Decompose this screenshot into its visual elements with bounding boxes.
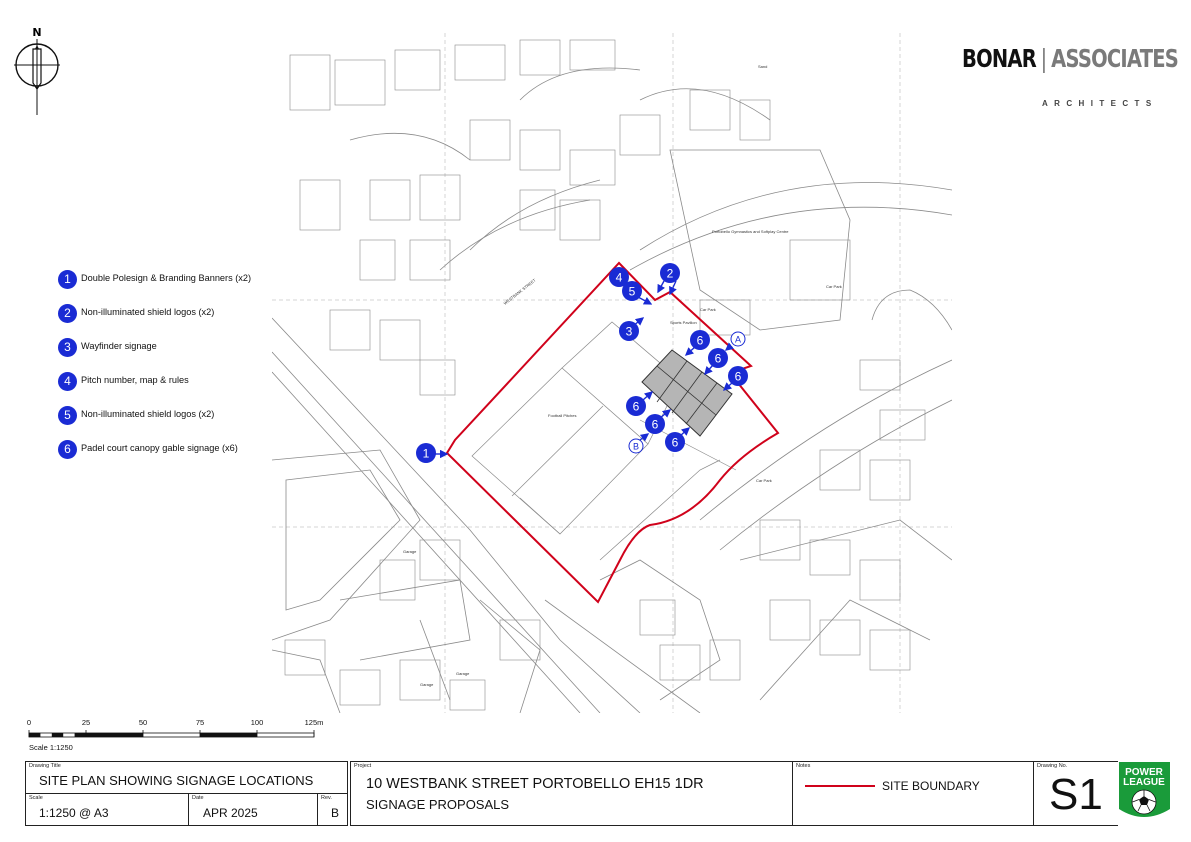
- sign-marker: [416, 443, 436, 463]
- sign-marker: [660, 263, 680, 283]
- notes-cell: [792, 761, 1034, 826]
- svg-text:6: 6: [714, 351, 722, 366]
- svg-text:2: 2: [666, 266, 674, 281]
- date-cell: [188, 793, 318, 826]
- legend-number: 3: [58, 338, 77, 357]
- brand-primary: BONAR: [962, 44, 1036, 73]
- label-car-park: Car Park: [756, 478, 772, 483]
- svg-text:6: 6: [671, 435, 679, 450]
- sign-marker: [665, 432, 685, 452]
- north-label: N: [32, 26, 42, 39]
- date-label: Date: [192, 795, 204, 801]
- sign-marker: [619, 321, 639, 341]
- svg-text:6: 6: [734, 369, 742, 384]
- site-boundary-line-icon: [805, 784, 875, 788]
- scale-bar-graphic: [26, 730, 326, 742]
- label-car-park: Car Park: [826, 284, 842, 289]
- revision-value: B: [331, 806, 340, 820]
- legend-label: Wayfinder signage: [81, 341, 157, 351]
- legend-item: [55, 270, 285, 304]
- svg-text:3: 3: [625, 324, 633, 339]
- revision-label: Rev.: [321, 795, 332, 801]
- north-arrow-icon: [12, 25, 62, 117]
- view-marker: [731, 332, 745, 346]
- svg-text:4: 4: [615, 270, 623, 285]
- sign-marker: [708, 348, 728, 368]
- svg-text:A: A: [734, 334, 742, 345]
- svg-text:1: 1: [422, 446, 430, 461]
- project-label: Project: [354, 763, 372, 769]
- project-cell: [350, 761, 793, 826]
- brand-secondary: ASSOCIATES: [1051, 44, 1179, 73]
- svg-text:5: 5: [628, 284, 636, 299]
- date-value: APR 2025: [203, 806, 258, 820]
- scale-text: Scale 1:1250: [29, 743, 73, 752]
- site-plan-map: [272, 33, 952, 713]
- sign-marker: [622, 281, 642, 301]
- drawing-number: S1: [1049, 770, 1103, 819]
- label-gym-centre: Portobello Gymnastics and Softplay Centre: [712, 229, 789, 234]
- legend-number: 1: [58, 270, 77, 289]
- legend-number: 2: [58, 304, 77, 323]
- label-sports-pavilion: Sports Pavilion: [670, 320, 697, 325]
- power-league-logo: [1118, 761, 1171, 826]
- drawing-title-cell: [25, 761, 348, 794]
- legend-label: Pitch number, map & rules: [81, 375, 189, 385]
- scale-value: 1:1250 @ A3: [39, 806, 109, 820]
- scale-tick-label: 25: [81, 718, 91, 727]
- notes-legend-text: SITE BOUNDARY: [882, 779, 980, 793]
- legend-label: Padel court canopy gable signage (x6): [81, 443, 238, 453]
- legend-label: Non-illuminated shield logos (x2): [81, 307, 215, 317]
- svg-text:6: 6: [696, 333, 704, 348]
- sign-marker: [626, 396, 646, 416]
- sign-marker: [690, 330, 710, 350]
- label-football-pitches: Football Pitches: [548, 413, 577, 418]
- svg-text:6: 6: [632, 399, 640, 414]
- legend-item: [55, 338, 285, 372]
- legend-item: [55, 406, 285, 440]
- legend-item: [55, 372, 285, 406]
- svg-text:B: B: [632, 441, 640, 452]
- project-address: 10 WESTBANK STREET PORTOBELLO EH15 1DR: [366, 776, 704, 792]
- legend-number: 6: [58, 440, 77, 459]
- legend-number: 5: [58, 406, 77, 425]
- label-car-park: Car Park: [700, 307, 716, 312]
- label-garage: Garage: [403, 549, 417, 554]
- scale-cell: [25, 793, 189, 826]
- drawing-number-cell: [1033, 761, 1119, 826]
- scale-tick-label: 75: [195, 718, 205, 727]
- legend-item: [55, 440, 285, 474]
- legend-item: [55, 304, 285, 338]
- scale-label: Scale: [29, 795, 43, 801]
- drawing-title-label: Drawing Title: [29, 763, 61, 769]
- label-garage: Garage: [420, 682, 434, 687]
- brand-separator: |: [1040, 44, 1047, 73]
- scale-tick-label: 125m: [304, 718, 324, 727]
- drawing-number-label: Drawing No.: [1037, 763, 1068, 769]
- drawing-title: SITE PLAN SHOWING SIGNAGE LOCATIONS: [39, 773, 314, 788]
- svg-text:POWER: POWER: [1125, 767, 1163, 778]
- project-subtitle: SIGNAGE PROPOSALS: [366, 797, 510, 812]
- signage-legend: [55, 270, 285, 474]
- label-garage: Garage: [456, 671, 470, 676]
- legend-label: Non-illuminated shield logos (x2): [81, 409, 215, 419]
- brand-logo: [962, 44, 1179, 80]
- label-sand: Sand: [758, 64, 768, 69]
- sign-marker: [728, 366, 748, 386]
- legend-number: 4: [58, 372, 77, 391]
- scale-tick-label: 100: [250, 718, 264, 727]
- scale-tick-label: 50: [138, 718, 148, 727]
- svg-text:6: 6: [651, 417, 659, 432]
- revision-cell: [317, 793, 348, 826]
- label-street: WESTBANK STREET: [502, 277, 537, 306]
- brand-subtitle: ARCHITECTS: [1042, 99, 1158, 108]
- sign-marker: [645, 414, 665, 434]
- svg-text:LEAGUE: LEAGUE: [1123, 777, 1165, 788]
- legend-label: Double Polesign & Branding Banners (x2): [81, 273, 252, 283]
- client-logo-cell: [1118, 761, 1171, 826]
- scale-tick-label: 0: [26, 718, 32, 727]
- view-marker: [629, 439, 643, 453]
- notes-label: Notes: [796, 763, 811, 769]
